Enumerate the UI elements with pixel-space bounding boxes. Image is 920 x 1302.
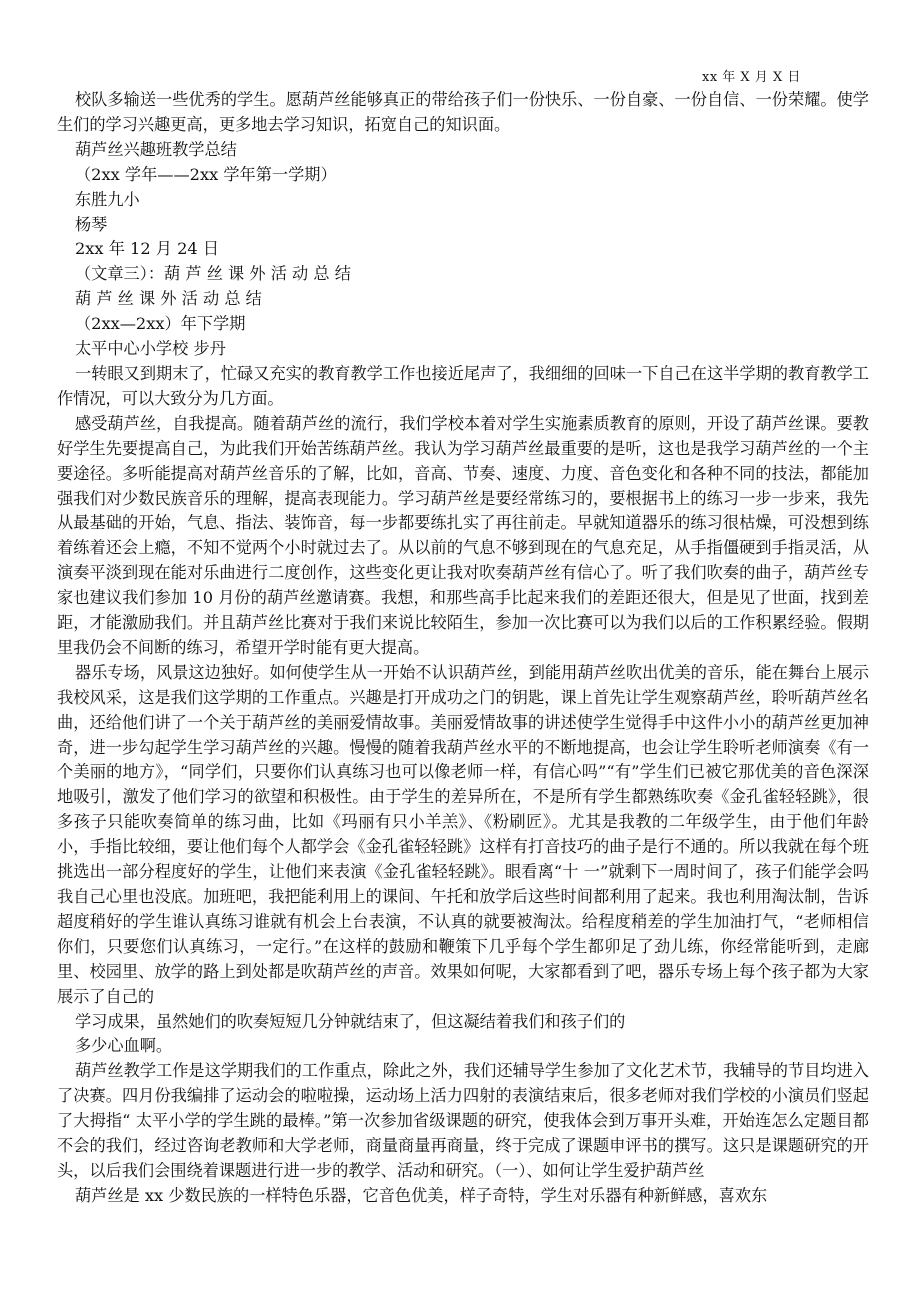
article-heading: （文章三）：葫 芦 丝 课 外 活 动 总 结 bbox=[75, 264, 351, 284]
article-author: 太平中心小学校 步丹 bbox=[75, 339, 226, 359]
header-date: xx 年 X 月 X 日 bbox=[702, 70, 801, 85]
paragraph-instrument-intro: 葫芦丝是 xx 少数民族的一样特色乐器，它音色优美，样子奇特，学生对乐器有种新鲜感，喜欢东 bbox=[75, 1185, 768, 1205]
paragraph-effort: 多少心血啊。 bbox=[75, 1036, 173, 1056]
article-title: 葫 芦 丝 课 外 活 动 总 结 bbox=[75, 289, 262, 309]
school-name: 东胜九小 bbox=[75, 189, 140, 209]
document-date: 2xx 年 12 月 24 日 bbox=[75, 239, 220, 259]
paragraph-continuation: 校队多输送一些优秀的学生。愿葫芦丝能够真正的带给孩子们一份快乐、一份自豪、一份自信、一份荣耀。使学生们的学习兴趣更高，更多地去学习知识，拓宽自己的知识面。 bbox=[57, 90, 869, 134]
school-year: （2xx 学年——2xx 学年第一学期） bbox=[75, 164, 337, 184]
document-body bbox=[57, 88, 869, 1209]
paragraph-self-improvement: 感受葫芦丝，自我提高。随着葫芦丝的流行，我们学校本着对学生实施素质教育的原则，开设了葫芦丝课。要教好学生先要提高自己，为此我们开始苦练葫芦丝。我认为学习葫芦丝最重要的是听，这也是我学习葫芦丝的一个主要途径。多听能提高对葫芦丝音乐的了解，比如，音高、节奏、速度、力度、音色变化和各种不同的技法，都能加强我们对少数民族音乐的理解，提高表现能力。学习葫芦丝是要经常练习的，要根据书上的练习一步一步来，我先从最基础的开始，气息、指法、装饰音，每一步都要练扎实了再往前走。早就知道器乐的练习很枯燥，可没想到练着练着还会上瘾，不知不觉两个小时就过去了。从以前的气息不够到现在的气息充足，从手指僵硬到手指灵活，从演奏平淡到现在能对乐曲进行二度创作，这些变化更让我对吹奏葫芦丝有信心了。听了我们吹奏的曲子，葫芦丝专家也建议我们参加 10 月份的葫芦丝邀请赛。我想，和那些高手比起来我们的差距还很大，但是见了世面，找到差距，才能激励我们。并且葫芦丝比赛对于我们来说比较陌生，参加一次比赛可以为我们以后的工作积累经验。假期里我仍会不间断的练习，希望开学时能有更大提高。 bbox=[57, 413, 869, 657]
article-term: （2xx—2xx）年下学期 bbox=[75, 314, 246, 334]
author-name: 杨琴 bbox=[75, 214, 108, 234]
paragraph-results: 学习成果，虽然她们的吹奏短短几分钟就结束了，但这凝结着我们和孩子们的 bbox=[75, 1011, 626, 1031]
paragraph-intro: 一转眼又到期末了，忙碌又充实的教育教学工作也接近尾声了，我细细的回味一下自己在这半学期的教育教学工作情况，可以大致分为几方面。 bbox=[57, 363, 869, 408]
paragraph-work-focus: 葫芦丝教学工作是这学期我们的工作重点，除此之外，我们还辅导学生参加了文化艺术节，我辅导的节目均进入了决赛。四月份我编排了运动会的啦啦操，运动场上活力四射的表演结束后，很多老师对我们学校的小演员们竖起了大拇指“ 太平小学的学生跳的最棒。”第一次参加省级课题的研究，使我体会到万事开头难，开始连怎么定题目都不会的我们，经过咨询老教师和大学老师，商量商量再商量，终于完成了课题申评书的撰写。这只是课题研究的开头，以后我们会围绕着课题进行进一步的教学、活动和研究。（一）、如何让学生爱护葫芦丝 bbox=[57, 1061, 869, 1180]
section-title: 葫芦丝兴趣班教学总结 bbox=[75, 139, 237, 159]
paragraph-instrument-show: 器乐专场，风景这边独好。如何使学生从一开始不认识葫芦丝，到能用葫芦丝吹出优美的音乐，能在舞台上展示我校风采，这是我们这学期的工作重点。兴趣是打开成功之门的钥匙，课上首先让学生观察葫芦丝，聆听葫芦丝名曲，还给他们讲了一个关于葫芦丝的美丽爱情故事。美丽爱情故事的讲述使学生觉得手中这件小小的葫芦丝更加神奇，进一步勾起学生学习葫芦丝的兴趣。慢慢的随着我葫芦丝水平的不断地提高，也会让学生聆听老师演奏《有一个美丽的地方》，“同学们，只要你们认真练习也可以像老师一样，有信心吗”“有”学生们已被它那优美的音色深深地吸引，激发了他们学习的欲望和积极性。由于学生的差异所在，不是所有学生都熟练吹奏《金孔雀轻轻跳》，很多孩子只能吹奏简单的练习曲，比如《玛丽有只小羊羔》、《粉刷匠》。尤其是我教的二年级学生，由于他们年龄小，手指比较细，要让他们每个人都学会《金孔雀轻轻跳》这样有打音技巧的曲子是行不通的。所以我就在每个班挑选出一部分程度好的学生，让他们来表演《金孔雀轻轻跳》。眼看离“十 一”就剩下一周时间了，孩子们能学会吗我自己心里也没底。加班吧，我把能利用上的课间、午托和放学后这些时间都利用了起来。我也利用淘汰制，告诉超度稍好的学生谁认真练习谁就有机会上台表演，不认真的就要被淘汰。给程度稍差的学生加油打气，“老师相信你们，只要您们认真练习，一定行。”在这样的鼓励和鞭策下几乎每个学生都卯足了劲儿练，你经常能听到，走廊里、校园里、放学的路上到处都是吹葫芦丝的声音。效果如何呢，大家都看到了吧，器乐专场上每个孩子都为大家展示了自己的 bbox=[57, 662, 869, 1006]
